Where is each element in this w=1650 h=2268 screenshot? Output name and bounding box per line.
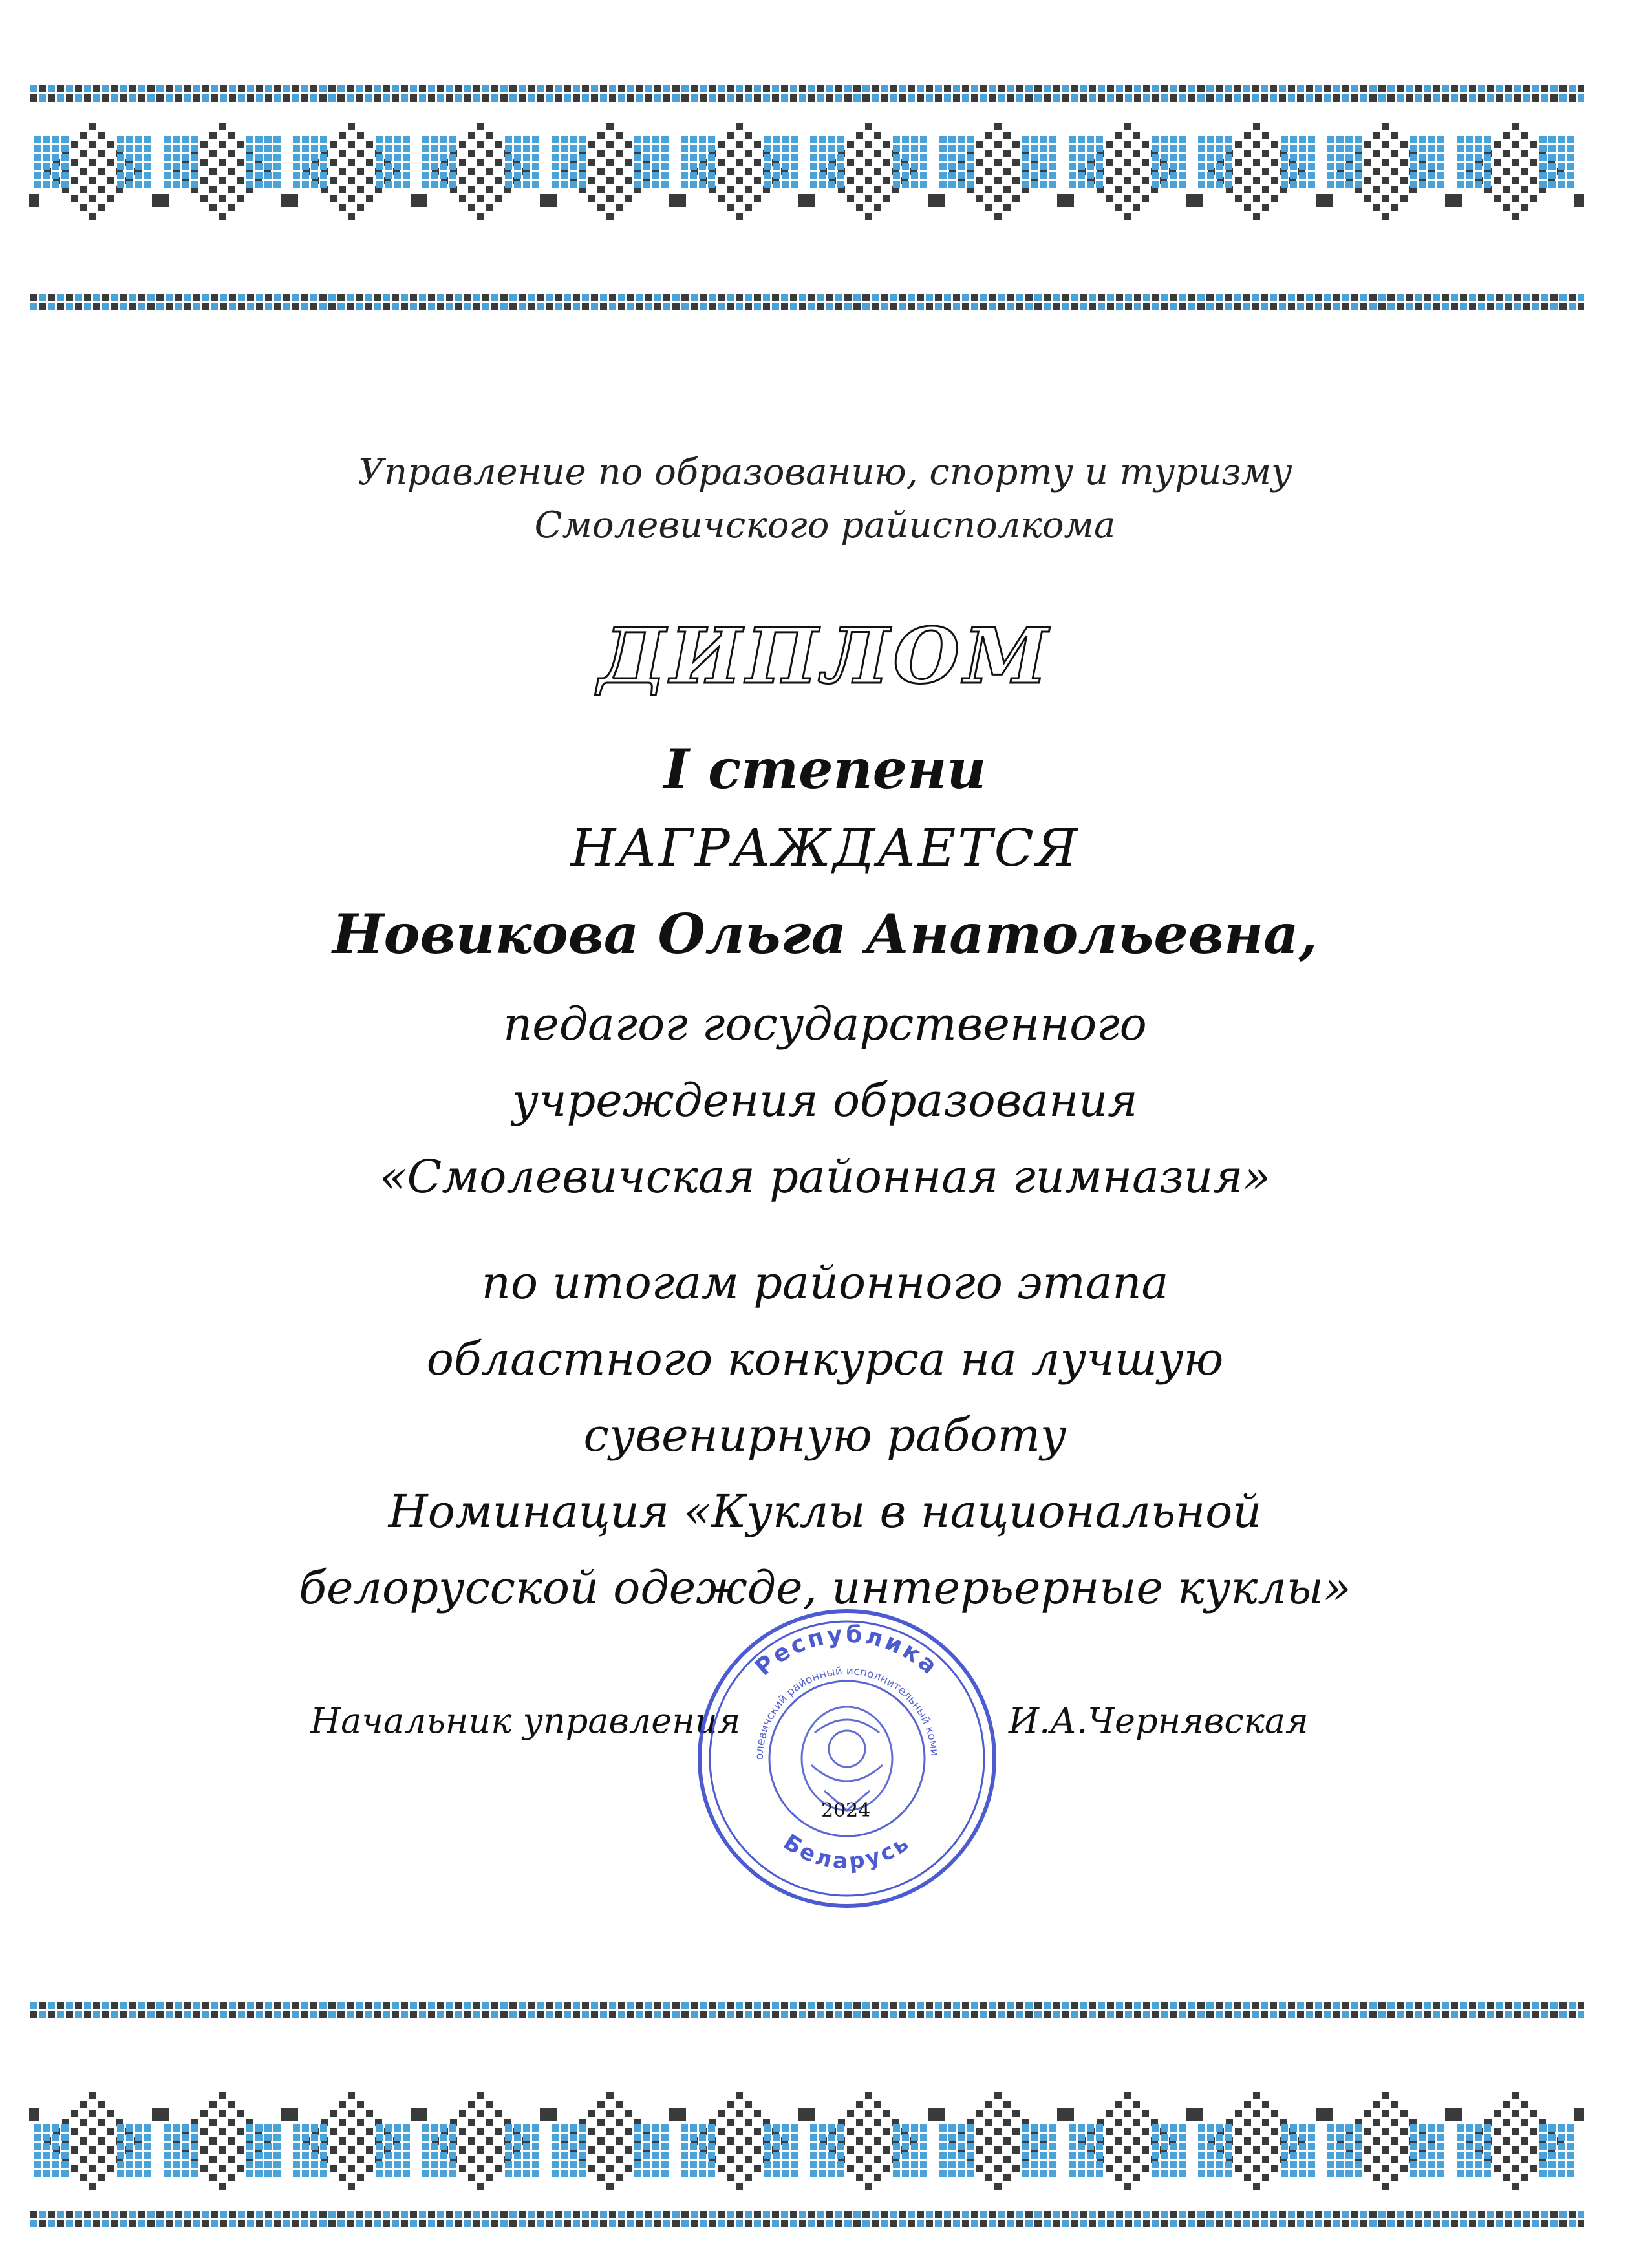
stamp-top-text: Республика [750, 1621, 944, 1682]
embroidery-pattern-top [29, 84, 1584, 314]
position-line-1: педагог государственного [503, 998, 1147, 1051]
stamp-seal-icon [692, 1603, 1002, 1914]
embroidery-pattern-bottom [29, 2001, 1584, 2231]
issuer-line-2: Смолевичского райисполкома [534, 504, 1116, 546]
signatory-name: И.А.Чернявская [1009, 1700, 1309, 1741]
issuer-line-1: Управление по образованию, спорту и туризму [358, 451, 1292, 493]
awarded-heading: НАГРАЖДАЕТСЯ [570, 818, 1080, 878]
signatory-role: Начальник управления [310, 1700, 741, 1741]
diploma-degree: I степени [663, 737, 987, 801]
reason-line-3: сувенирную работу [583, 1409, 1067, 1462]
bottom-ornament-border [29, 2001, 1584, 2231]
stamp-inner-text: олевичский районный исполнительный коми [753, 1664, 941, 1760]
stamp-year: 2024 [821, 1799, 871, 1822]
diploma-title: ДИПЛОМ [598, 611, 1052, 701]
top-ornament-border [29, 84, 1584, 314]
reason-line-1: по итогам районного этапа [481, 1256, 1169, 1309]
reason-line-2: областного конкурса на лучшую [426, 1332, 1224, 1385]
position-line-2: учреждения образования [512, 1074, 1138, 1127]
official-stamp [692, 1603, 1002, 1914]
position-line-3: «Смолевичская районная гимназия» [379, 1150, 1271, 1203]
recipient-name: Новикова Ольга Анатольевна, [332, 902, 1318, 966]
award-reason [0, 1245, 1650, 1626]
issuer-block [0, 446, 1650, 552]
stamp-bottom-text: Беларусь [778, 1829, 916, 1875]
recipient-position [0, 986, 1650, 1215]
reason-line-4: Номинация «Куклы в национальной [388, 1485, 1262, 1538]
reason-line-5: белорусской одежде, интерьерные куклы» [299, 1561, 1351, 1614]
